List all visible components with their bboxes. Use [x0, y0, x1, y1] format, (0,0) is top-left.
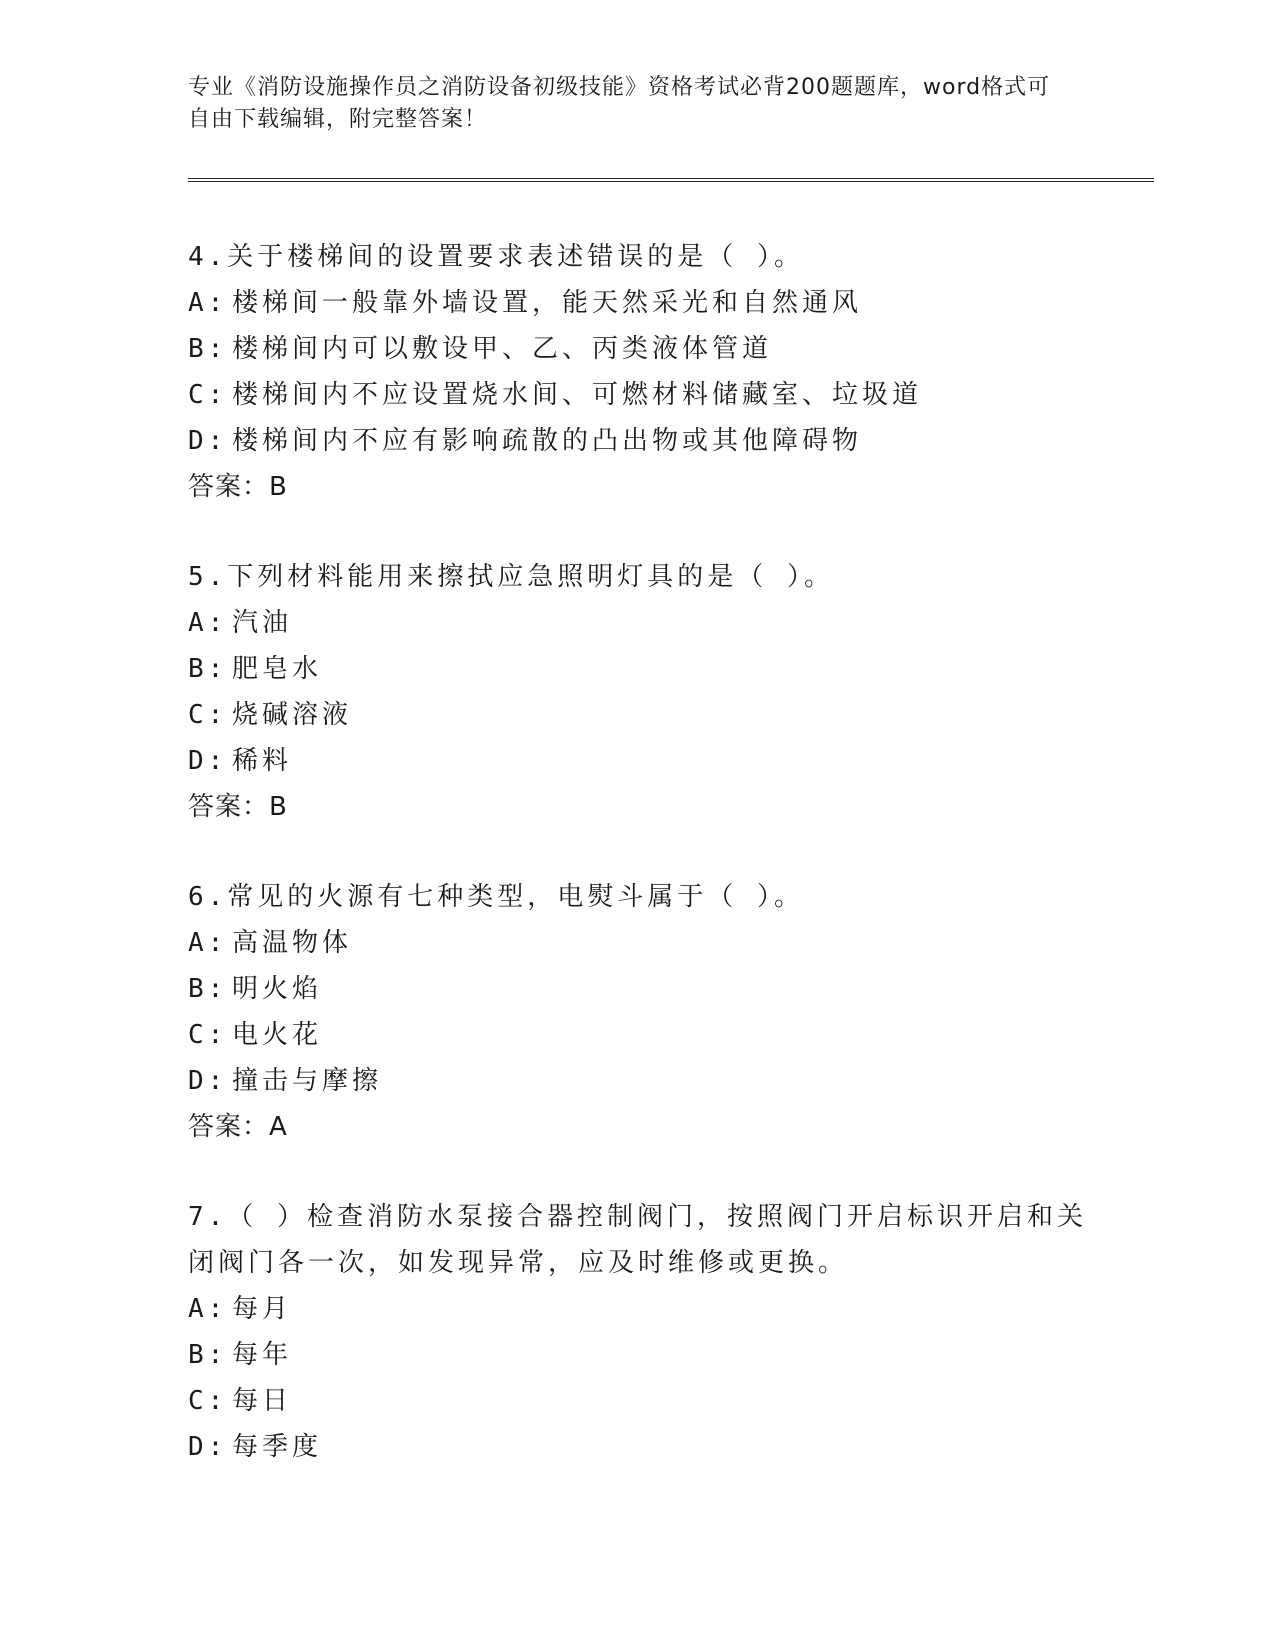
option-text: 汽油	[232, 608, 293, 638]
option-key: D:	[188, 426, 228, 456]
option-c	[188, 372, 1088, 418]
question-stem: 7.（ ）检查消防水泵接合器控制阀门，按照阀门开启标识开启和关闭阀门各一次，如发现异常，应及时维修或更换。	[188, 1202, 1087, 1278]
option-text: 楼梯间内不应设置烧水间、可燃材料储藏室、垃圾道	[232, 380, 923, 410]
option-b	[188, 966, 1088, 1012]
document-header: 专业《消防设施操作员之消防设备初级技能》资格考试必背200题题库，word格式可自由下载编辑，附完整答案！	[188, 75, 1051, 132]
option-key: B:	[188, 654, 228, 684]
option-key: A:	[188, 1294, 228, 1324]
option-a	[188, 1286, 1088, 1332]
option-text: 撞击与摩擦	[232, 1066, 383, 1096]
question-stem: 4.关于楼梯间的设置要求表述错误的是（ ）。	[188, 242, 804, 272]
option-c	[188, 692, 1088, 738]
option-b	[188, 646, 1088, 692]
option-a	[188, 920, 1088, 966]
option-key: B:	[188, 334, 228, 364]
option-text: 楼梯间内不应有影响疏散的凸出物或其他障碍物	[232, 426, 863, 456]
option-key: C:	[188, 1386, 228, 1416]
option-key: D:	[188, 746, 228, 776]
question-4	[188, 234, 1088, 510]
option-a	[188, 600, 1088, 646]
option-key: C:	[188, 380, 228, 410]
option-d	[188, 1058, 1088, 1104]
option-a	[188, 280, 1088, 326]
option-d	[188, 418, 1088, 464]
option-b	[188, 1332, 1088, 1378]
option-text: 高温物体	[232, 928, 353, 958]
option-text: 楼梯间内可以敷设甲、乙、丙类液体管道	[232, 334, 773, 364]
question-stem: 6.常见的火源有七种类型，电熨斗属于（ ）。	[188, 882, 804, 912]
option-key: C:	[188, 700, 228, 730]
answer-line: 答案：B	[188, 792, 288, 822]
option-key: A:	[188, 608, 228, 638]
option-text: 电火花	[232, 1020, 323, 1050]
option-key: A:	[188, 928, 228, 958]
question-list	[188, 234, 1088, 1514]
option-text: 明火焰	[232, 974, 323, 1004]
option-key: B:	[188, 1340, 228, 1370]
option-text: 每季度	[232, 1432, 323, 1462]
option-c	[188, 1378, 1088, 1424]
header-divider	[188, 178, 1154, 182]
question-7	[188, 1194, 1088, 1470]
option-key: B:	[188, 974, 228, 1004]
option-key: A:	[188, 288, 228, 318]
answer-line: 答案：A	[188, 1112, 288, 1142]
option-text: 楼梯间一般靠外墙设置，能天然采光和自然通风	[232, 288, 863, 318]
answer-line: 答案：B	[188, 472, 288, 502]
option-text: 烧碱溶液	[232, 700, 353, 730]
option-d	[188, 738, 1088, 784]
option-b	[188, 326, 1088, 372]
option-d	[188, 1424, 1088, 1470]
question-6	[188, 874, 1088, 1150]
option-text: 稀料	[232, 746, 293, 776]
option-text: 每月	[232, 1294, 293, 1324]
option-text: 肥皂水	[232, 654, 323, 684]
option-text: 每年	[232, 1340, 293, 1370]
option-key: D:	[188, 1432, 228, 1462]
option-text: 每日	[232, 1386, 293, 1416]
option-key: C:	[188, 1020, 228, 1050]
option-c	[188, 1012, 1088, 1058]
question-5	[188, 554, 1088, 830]
question-stem: 5.下列材料能用来擦拭应急照明灯具的是（ ）。	[188, 562, 834, 592]
option-key: D:	[188, 1066, 228, 1096]
